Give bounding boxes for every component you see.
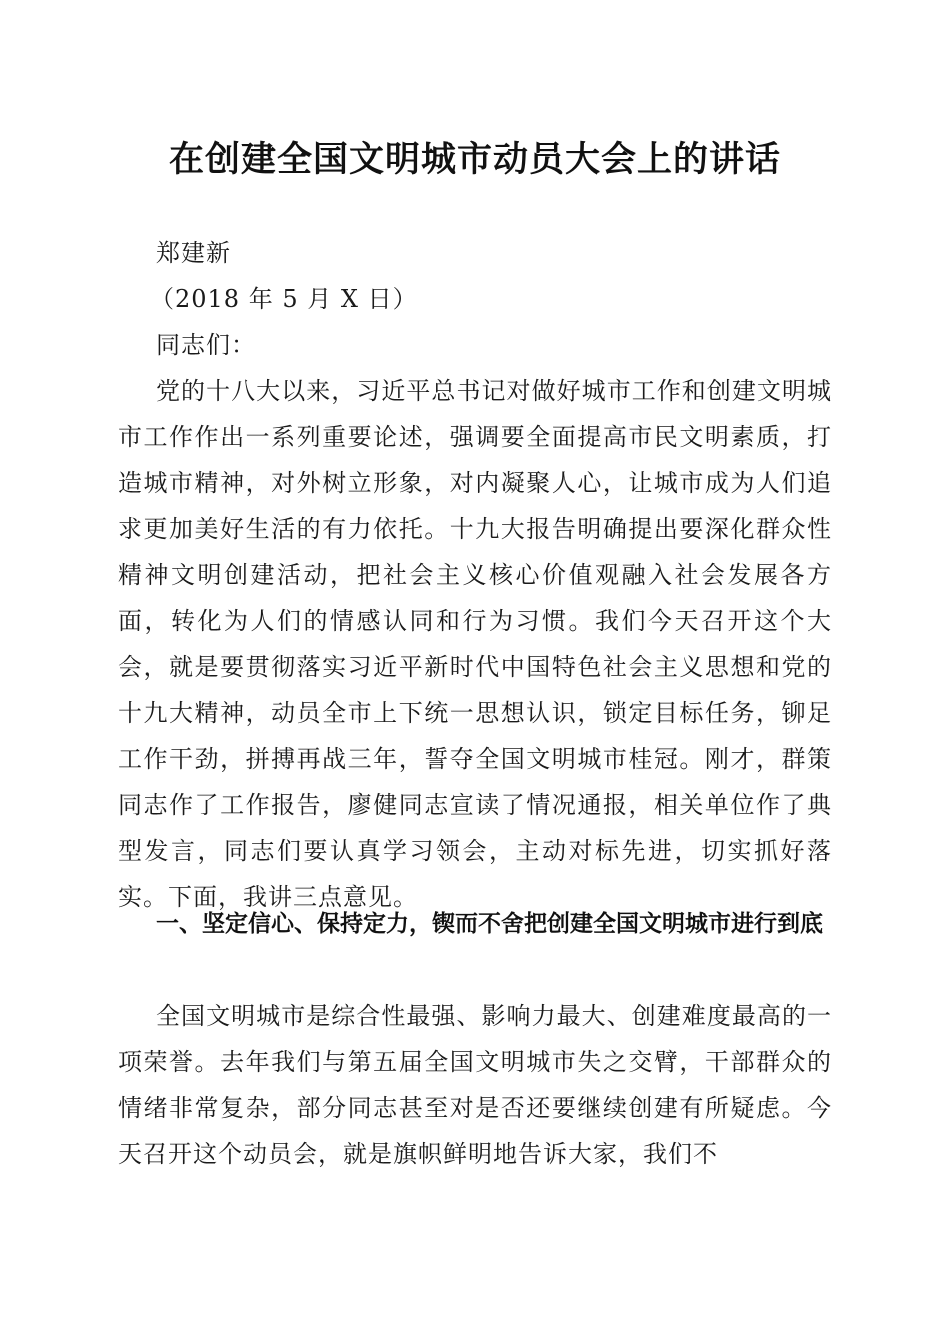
section-heading-1: 一、坚定信心、保持定力，锲而不舍把创建全国文明城市进行到底 [156, 911, 823, 937]
author-name: 郑建新 [156, 239, 231, 267]
document-title: 在创建全国文明城市动员大会上的讲话 [168, 139, 781, 180]
paragraph-1: 党的十八大以来，习近平总书记对做好城市工作和创建文明城市工作作出一系列重要论述，强调要全面提高市民文明素质，打造城市精神，对外树立形象，对内凝聚人心，让城市成为人们追求更加美好生活的有力依托。十九大报告明确提出要深化群众性精神文明创建活动，把社会主义核心价值观融入社会发展各方面，转化为人们的情感认同和行为习惯。我们今天召开这个大会，就是要贯彻落实习近平新时代中国特色社会主义思想和党的十九大精神，动员全市上下统一思想认识，锁定目标任务，铆足工作干劲，拼搏再战三年，誓夺全国文明城市桂冠。刚才，群策同志作了工作报告，廖健同志宣读了情况通报，相关单位作了典型发言，同志们要认真学习领会，主动对标先进，切实抓好落实。下面，我讲三点意见。 [118, 377, 832, 911]
paragraph-2: 全国文明城市是综合性最强、影响力最大、创建难度最高的一项荣誉。去年我们与第五届全国文明城市失之交臂，干部群众的情绪非常复杂，部分同志甚至对是否还要继续创建有所疑虑。今天召开这个动员会，就是旗帜鲜明地告诉大家，我们不 [118, 1002, 832, 1168]
speech-date: （2018 年 5 月 X 日） [150, 285, 418, 313]
greeting: 同志们： [156, 331, 256, 359]
